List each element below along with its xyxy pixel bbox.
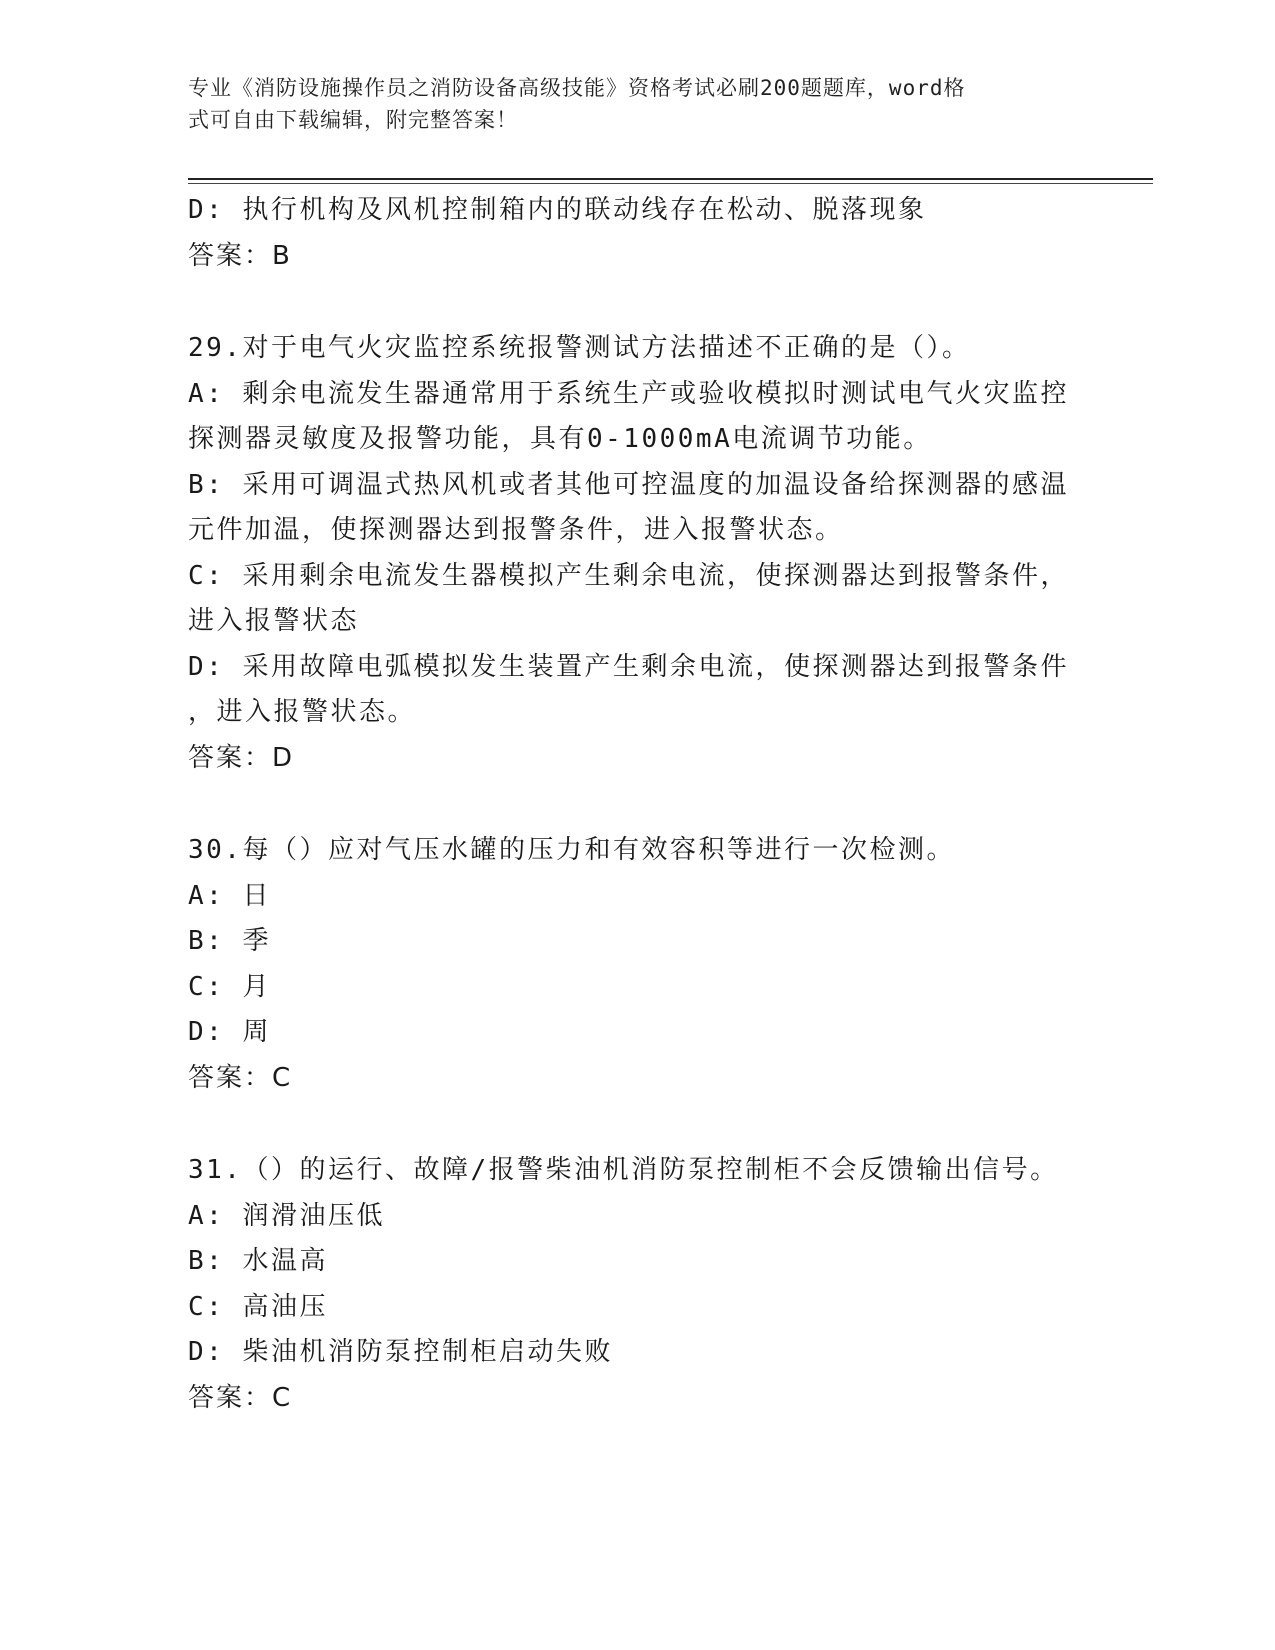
option-c-line-1: C: 采用剩余电流发生器模拟产生剩余电流，使探测器达到报警条件， [188,560,1069,591]
option-d-line-1: D: 采用故障电弧模拟发生装置产生剩余电流，使探测器达到报警条件 [188,651,1069,682]
header-line-2: 式可自由下载编辑，附完整答案！ [188,108,518,132]
spacer [188,781,1088,828]
page-header [188,72,1068,136]
option-c: C: 月 [188,971,271,1002]
option-b: B: 季 [188,926,271,956]
question-content [188,188,1088,1421]
option-c: C: 高油压 [188,1291,328,1322]
option-b: B: 水温高 [188,1246,328,1276]
option-a-line-2: 探测器灵敏度及报警功能，具有0-1000mA电流调节功能。 [188,424,932,454]
option-b-line-2: 元件加温，使探测器达到报警条件，进入报警状态。 [188,515,844,545]
answer: 答案：C [188,1062,293,1093]
option-d-line-2: ，进入报警状态。 [188,697,417,727]
question-29 [188,326,1088,781]
question-30 [188,828,1088,1101]
answer: 答案：D [188,742,295,773]
question-text: 30.每（）应对气压水罐的压力和有效容积等进行一次检测。 [188,835,955,865]
answer: 答案：B [188,240,292,271]
option-a: A: 日 [188,880,271,911]
option-d: D: 柴油机消防泵控制柜启动失败 [188,1337,613,1367]
answer: 答案：C [188,1382,293,1413]
question-text: 31.（）的运行、故障/报警柴油机消防泵控制柜不会反馈输出信号。 [188,1155,1059,1185]
spacer [188,279,1088,326]
option-d: D: 执行机构及风机控制箱内的联动线存在松动、脱落现象 [188,195,927,225]
header-line-1: 专业《消防设施操作员之消防设备高级技能》资格考试必刷200题题库，word格 [188,76,966,100]
option-d: D: 周 [188,1017,271,1047]
header-divider-thick [188,178,1153,180]
option-c-line-2: 进入报警状态 [188,606,360,636]
header-divider-thin [188,183,1153,184]
spacer [188,1101,1088,1148]
previous-question-tail [188,188,1088,279]
option-a-line-1: A: 剩余电流发生器通常用于系统生产或验收模拟时测试电气火灾监控 [188,378,1069,409]
option-a: A: 润滑油压低 [188,1200,385,1231]
question-31 [188,1148,1088,1421]
question-text: 29.对于电气火灾监控系统报警测试方法描述不正确的是（）。 [188,333,971,363]
option-b-line-1: B: 采用可调温式热风机或者其他可控温度的加温设备给探测器的感温 [188,469,1069,500]
